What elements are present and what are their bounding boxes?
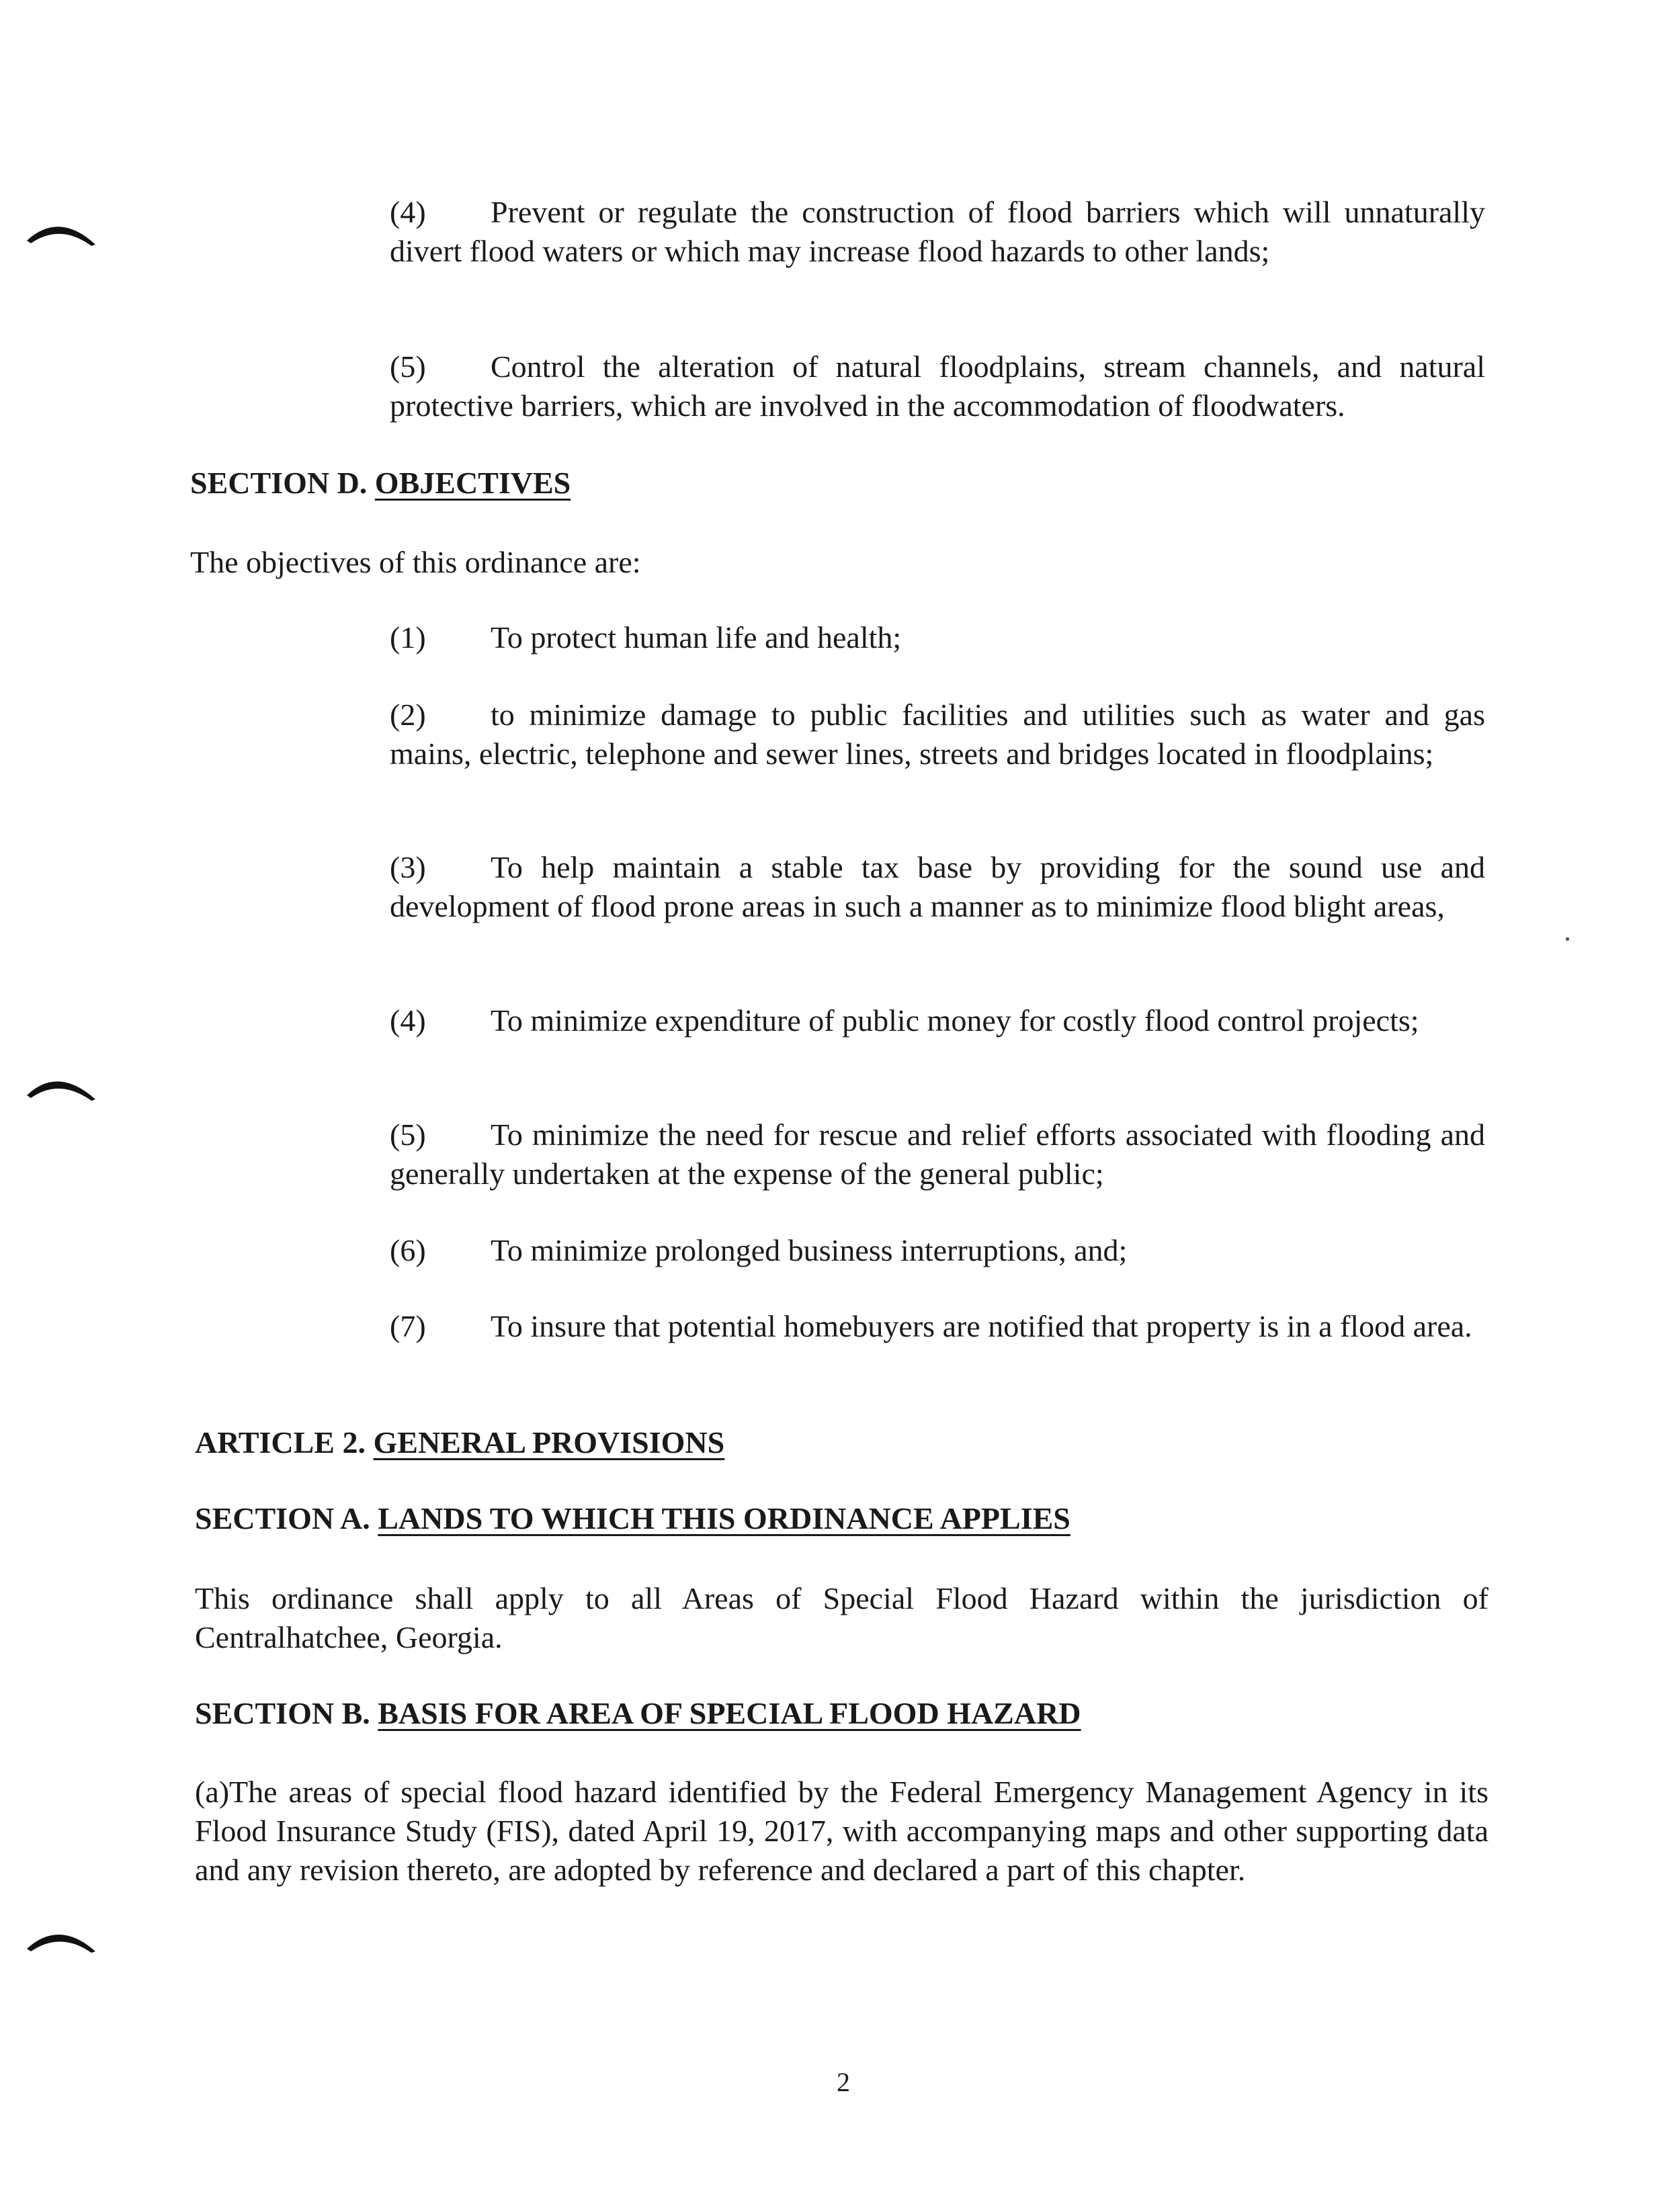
scan-speck — [1566, 937, 1569, 941]
item-number: (5) — [390, 1117, 426, 1152]
section-b-heading — [195, 1695, 1081, 1731]
objective-item — [390, 618, 1485, 657]
item-number: (3) — [390, 850, 426, 884]
item-text: To insure that potential homebuyers are notified that property is in a flood area. — [491, 1309, 1472, 1343]
item-number: (4) — [390, 195, 426, 229]
objective-item — [390, 1115, 1485, 1193]
page-number: 2 — [837, 2067, 850, 2097]
section-a-heading — [195, 1501, 1070, 1536]
item-text: To minimize prolonged business interruptions, and; — [491, 1233, 1128, 1267]
article-label: ARTICLE 2. — [195, 1425, 366, 1460]
item-text: To protect human life and health; — [491, 620, 902, 654]
section-title: BASIS FOR AREA OF SPECIAL FLOOD HAZARD — [378, 1696, 1081, 1730]
objective-item — [390, 1001, 1485, 1040]
objectives-intro: The objectives of this ordinance are: — [190, 545, 641, 579]
item-number: (2) — [390, 698, 426, 732]
item-number: (1) — [390, 620, 426, 654]
item-text: to minimize damage to public facilities and utilities such as water and gas mains, electric, telephone and sewer lines, streets and bridges located in floodplains; — [390, 698, 1485, 771]
item-number: (5) — [390, 349, 426, 384]
item-text: Control the alteration of natural floodplains, stream channels, and natural protective barriers, which are involved in the accommodation of floodwaters. — [390, 349, 1485, 423]
objective-item — [390, 1231, 1485, 1270]
objective-item — [390, 695, 1485, 773]
item-number: (6) — [390, 1233, 426, 1267]
section-a-text: This ordinance shall apply to all Areas of Special Flood Hazard within the jurisdiction of Centralhatchee, Georgia. — [195, 1581, 1488, 1654]
section-title: OBJECTIVES — [374, 466, 571, 500]
section-label: SECTION B. — [195, 1696, 370, 1730]
section-title: LANDS TO WHICH THIS ORDINANCE APPLIES — [378, 1501, 1070, 1535]
punch-hole-mark-top — [26, 215, 99, 249]
article-2-heading — [195, 1425, 724, 1460]
item-text: To minimize expenditure of public money for costly flood control projects; — [491, 1003, 1419, 1038]
section-d-heading — [190, 465, 571, 501]
item-text: To help maintain a stable tax base by providing for the sound use and development of flood prone areas in such a manner as to minimize flood blight areas, — [390, 850, 1485, 923]
punch-hole-mark-middle — [26, 1068, 99, 1102]
item-number: (4) — [390, 1003, 426, 1038]
section-label: SECTION A. — [195, 1501, 370, 1535]
section-b-text: (a)The areas of special flood hazard identified by the Federal Emergency Management Agency in its Flood Insurance Study (FIS), dated April 19, 2017, with accompanying maps and other supporting data and any revision thereto, are adopted by reference and declared a part of this chapter. — [195, 1775, 1488, 1887]
punch-hole-mark-bottom — [26, 1922, 99, 1955]
item-number: (7) — [390, 1309, 426, 1343]
section-label: SECTION D. — [190, 466, 368, 500]
purpose-item — [390, 193, 1485, 271]
purpose-item — [390, 347, 1485, 425]
article-title: GENERAL PROVISIONS — [373, 1425, 725, 1460]
item-text: Prevent or regulate the construction of flood barriers which will unnaturally divert flood waters or which may increase flood hazards to other lands; — [390, 195, 1485, 268]
objective-item — [390, 848, 1485, 926]
item-text: To minimize the need for rescue and relief efforts associated with flooding and generally undertaken at the expense of the general public; — [390, 1117, 1485, 1191]
objective-item — [390, 1307, 1485, 1346]
